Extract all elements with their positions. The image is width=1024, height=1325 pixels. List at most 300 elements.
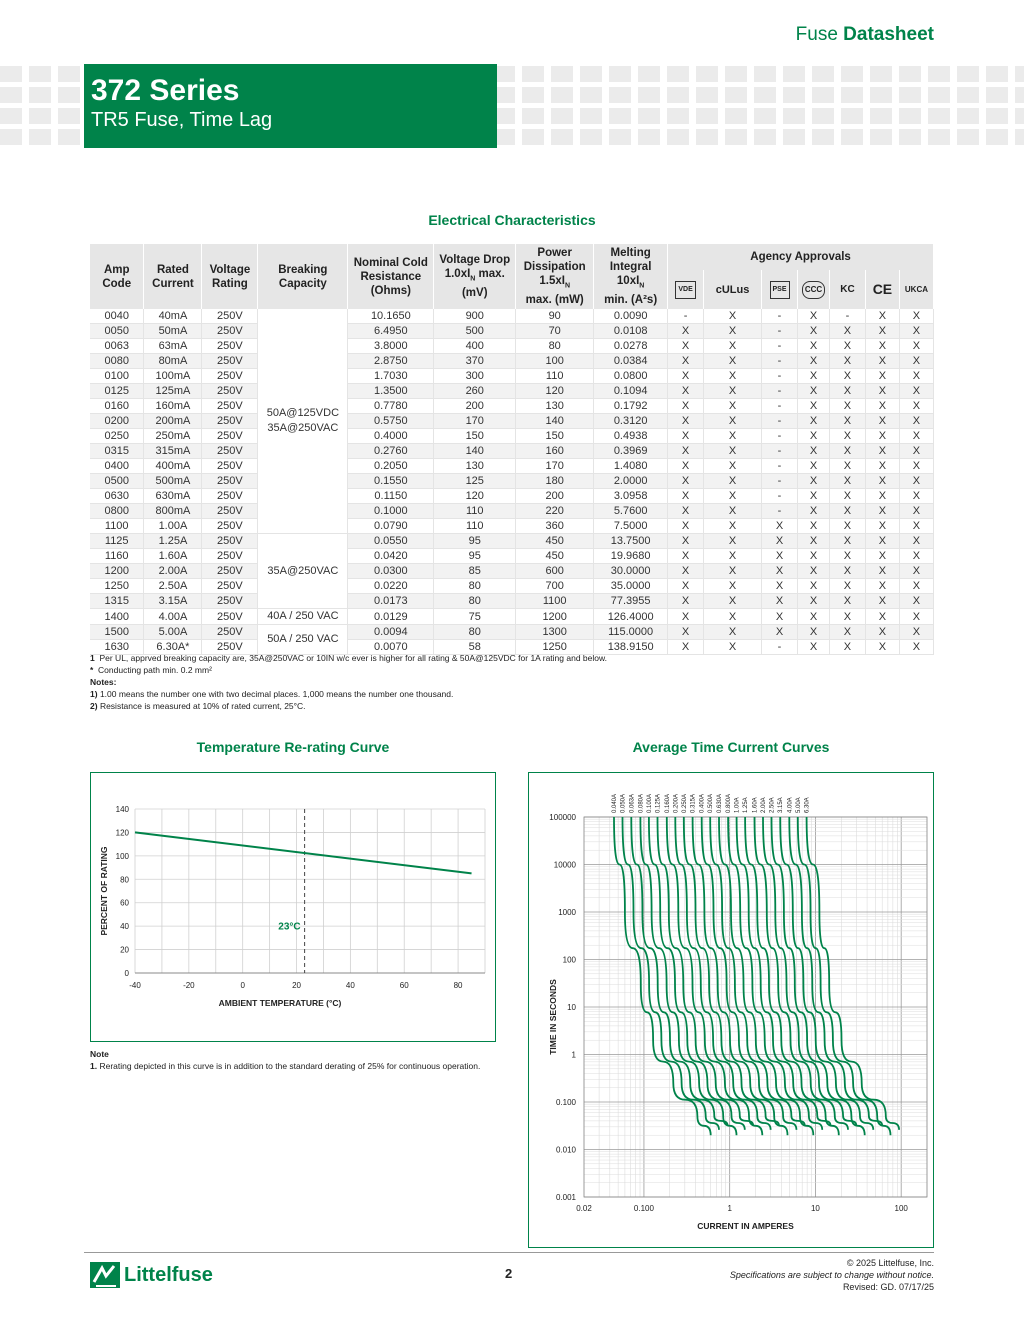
y-tick-label: 100 <box>562 955 576 965</box>
pse-cell: - <box>762 489 798 504</box>
ccc-cell: X <box>798 640 830 655</box>
series-label: 0.040A <box>612 793 618 813</box>
y-tick-label: 10 <box>567 1003 576 1012</box>
rated-current-cell: 3.15A <box>144 594 202 609</box>
amp-code-cell: 0080 <box>90 354 144 369</box>
banner-square <box>638 108 660 124</box>
banner-square <box>899 129 921 145</box>
table-row <box>90 339 934 354</box>
voltage-rating-cell: 250V <box>202 594 258 609</box>
banner-square <box>609 129 631 145</box>
amp-code-cell: 0400 <box>90 459 144 474</box>
breaking-capacity-cell <box>258 609 348 625</box>
banner-square <box>696 66 718 82</box>
voltage-drop-cell: 110 <box>434 519 516 534</box>
voltage-rating-cell: 250V <box>202 459 258 474</box>
resistance-cell: 0.0094 <box>348 625 434 640</box>
banner-square <box>58 66 80 82</box>
voltage-rating-cell: 250V <box>202 444 258 459</box>
ul-cell: X <box>704 474 762 489</box>
ce-cell: X <box>865 429 899 444</box>
power-cell: 140 <box>516 414 594 429</box>
pse-cell: X <box>762 579 798 594</box>
banner-square <box>522 129 544 145</box>
col-voltage-rating: Voltage Rating <box>202 244 258 309</box>
series-title: 372 Series <box>91 74 240 107</box>
melting-cell: 2.0000 <box>594 474 668 489</box>
banner-square <box>783 108 805 124</box>
pse-cell: X <box>762 625 798 640</box>
footer-info <box>730 1257 934 1293</box>
rated-current-cell: 160mA <box>144 399 202 414</box>
voltage-rating-cell: 250V <box>202 625 258 640</box>
banner-square <box>609 87 631 103</box>
banner-square <box>29 66 51 82</box>
amp-code-cell: 1315 <box>90 594 144 609</box>
ukca-cell: X <box>899 474 933 489</box>
temp-chart-note: Note 1. Rerating depicted in this curve is in addition to the standard derating of 25% for continuous operation. <box>90 1049 481 1071</box>
melting-cell: 3.0958 <box>594 489 668 504</box>
voltage-drop-cell: 125 <box>434 474 516 489</box>
series-label: 0.100A <box>646 793 653 813</box>
voltage-drop-cell: 80 <box>434 625 516 640</box>
ce-cell: X <box>865 489 899 504</box>
x-tick-label: -20 <box>183 981 195 990</box>
banner-square <box>841 129 863 145</box>
series-label: 2.50A <box>769 797 776 813</box>
ce-cell: X <box>865 354 899 369</box>
ul-cell: X <box>704 414 762 429</box>
table-row <box>90 609 934 625</box>
power-cell: 1100 <box>516 594 594 609</box>
ukca-cell: X <box>899 504 933 519</box>
ukca-cell: X <box>899 549 933 564</box>
ccc-cell: X <box>798 625 830 640</box>
x-tick-label: 1 <box>727 1204 732 1213</box>
melting-cell: 0.0800 <box>594 369 668 384</box>
footnote-star: Conducting path min. 0.2 mm² <box>98 665 212 675</box>
series-label: 0.315A <box>690 793 697 813</box>
kc-cell: X <box>829 489 865 504</box>
ccc-icon: CCC <box>798 270 830 309</box>
voltage-drop-cell: 95 <box>434 549 516 564</box>
banner-square <box>1015 87 1024 103</box>
banner-square <box>580 87 602 103</box>
ccc-cell: X <box>798 534 830 549</box>
y-tick-label: 100000 <box>549 813 576 822</box>
ul-cell: X <box>704 444 762 459</box>
ccc-cell: X <box>798 369 830 384</box>
voltage-rating-cell: 250V <box>202 489 258 504</box>
pse-cell: - <box>762 474 798 489</box>
pse-cell: X <box>762 564 798 579</box>
voltage-rating-cell: 250V <box>202 399 258 414</box>
pse-cell: - <box>762 444 798 459</box>
series-label: 0.630A <box>717 793 723 813</box>
ccc-cell: X <box>798 339 830 354</box>
voltage-rating-cell: 250V <box>202 339 258 354</box>
rated-current-cell: 40mA <box>144 309 202 324</box>
power-cell: 170 <box>516 459 594 474</box>
banner-square <box>754 66 776 82</box>
breaking-capacity-line: 35A@250VAC <box>267 422 339 435</box>
banner-square <box>754 108 776 124</box>
table-row <box>90 324 934 339</box>
ccc-cell: X <box>798 594 830 609</box>
power-cell: 90 <box>516 309 594 324</box>
ul-cell: X <box>704 579 762 594</box>
kc-cell: X <box>829 324 865 339</box>
voltage-drop-cell: 170 <box>434 414 516 429</box>
rated-current-cell: 500mA <box>144 474 202 489</box>
x-tick-label: 80 <box>453 981 463 990</box>
melting-cell: 126.4000 <box>594 609 668 625</box>
ce-cell: X <box>865 640 899 655</box>
revision: Revised: GD. 07/17/25 <box>842 1282 934 1292</box>
amp-code-cell: 0315 <box>90 444 144 459</box>
temp-chart <box>90 772 496 1042</box>
kc-cell: X <box>829 354 865 369</box>
voltage-drop-cell: 75 <box>434 609 516 625</box>
pse-cell: X <box>762 609 798 625</box>
voltage-rating-cell: 250V <box>202 414 258 429</box>
banner-square <box>551 108 573 124</box>
kc-icon: KC <box>829 270 865 309</box>
ul-cell: X <box>704 384 762 399</box>
resistance-cell: 0.0070 <box>348 640 434 655</box>
vde-cell: - <box>668 309 704 324</box>
voltage-drop-cell: 95 <box>434 534 516 549</box>
ce-cell: X <box>865 384 899 399</box>
series-label: 1.25A <box>743 797 750 813</box>
amp-code-cell: 1125 <box>90 534 144 549</box>
x-tick-label: 40 <box>345 981 355 990</box>
pse-cell: - <box>762 414 798 429</box>
table-row <box>90 474 934 489</box>
series-label: 0.800A <box>726 793 733 813</box>
vde-cell: X <box>668 354 704 369</box>
power-cell: 150 <box>516 429 594 444</box>
y-tick-label: 1000 <box>558 908 576 917</box>
table-row <box>90 625 934 640</box>
kc-cell: X <box>829 579 865 594</box>
banner-square <box>725 66 747 82</box>
series-label: 0.400A <box>699 793 706 813</box>
banner-square <box>986 87 1008 103</box>
rated-current-cell: 400mA <box>144 459 202 474</box>
ul-cell: X <box>704 534 762 549</box>
document-type <box>796 24 934 46</box>
series-label: 0.050A <box>620 793 627 813</box>
resistance-cell: 0.1000 <box>348 504 434 519</box>
ul-cell: X <box>704 594 762 609</box>
breaking-capacity-line: 40A / 250 VAC <box>267 610 339 623</box>
amp-code-cell: 0160 <box>90 399 144 414</box>
y-tick-label: 100 <box>115 851 129 861</box>
y-tick-label: 0 <box>124 969 129 978</box>
breaking-capacity-cell <box>258 309 348 534</box>
rated-current-cell: 2.50A <box>144 579 202 594</box>
power-cell: 1200 <box>516 609 594 625</box>
ukca-cell: X <box>899 324 933 339</box>
resistance-cell: 0.0173 <box>348 594 434 609</box>
ccc-cell: X <box>798 444 830 459</box>
tcc-chart-title: Average Time Current Curves <box>632 739 830 755</box>
banner-square <box>667 87 689 103</box>
vde-cell: X <box>668 474 704 489</box>
ce-cell: X <box>865 564 899 579</box>
resistance-cell: 0.5750 <box>348 414 434 429</box>
y-tick-label: 0.100 <box>555 1098 576 1107</box>
col-amp-code: Amp Code <box>90 244 144 309</box>
ul-icon: cULus <box>704 270 762 309</box>
rated-current-cell: 1.25A <box>144 534 202 549</box>
rated-current-cell: 800mA <box>144 504 202 519</box>
melting-cell: 138.9150 <box>594 640 668 655</box>
ukca-cell: X <box>899 534 933 549</box>
x-tick-label: 20 <box>292 981 301 990</box>
voltage-drop-cell: 900 <box>434 309 516 324</box>
melting-cell: 13.7500 <box>594 534 668 549</box>
kc-cell: X <box>829 444 865 459</box>
rated-current-cell: 125mA <box>144 384 202 399</box>
ukca-cell: X <box>899 519 933 534</box>
banner-square <box>0 66 22 82</box>
ccc-cell: X <box>798 549 830 564</box>
amp-code-cell: 1250 <box>90 579 144 594</box>
banner-square <box>841 108 863 124</box>
kc-cell: - <box>829 309 865 324</box>
resistance-cell: 0.0550 <box>348 534 434 549</box>
ce-cell: X <box>865 309 899 324</box>
kc-cell: X <box>829 564 865 579</box>
pse-cell: - <box>762 354 798 369</box>
y-tick-label: 20 <box>120 945 129 955</box>
littelfuse-logo-icon <box>90 1262 120 1288</box>
melting-cell: 0.0278 <box>594 339 668 354</box>
banner-square <box>1015 108 1024 124</box>
breaking-capacity-line: 50A / 250 VAC <box>267 633 339 646</box>
ukca-cell: X <box>899 489 933 504</box>
voltage-rating-cell: 250V <box>202 309 258 324</box>
pse-cell: - <box>762 429 798 444</box>
series-label: 2.00A <box>761 797 767 813</box>
table-row <box>90 384 934 399</box>
y-tick-label: 0.010 <box>555 1145 576 1155</box>
banner-square <box>638 87 660 103</box>
x-tick-label: 0.100 <box>633 1204 654 1213</box>
ccc-cell: X <box>798 609 830 625</box>
y-tick-label: 0.001 <box>555 1193 576 1202</box>
voltage-drop-cell: 260 <box>434 384 516 399</box>
voltage-drop-cell: 80 <box>434 594 516 609</box>
ukca-cell: X <box>899 640 933 655</box>
rated-current-cell: 4.00A <box>144 609 202 625</box>
ce-icon: CE <box>865 270 899 309</box>
ccc-cell: X <box>798 504 830 519</box>
banner-square <box>812 129 834 145</box>
resistance-cell: 1.3500 <box>348 384 434 399</box>
ukca-cell: X <box>899 564 933 579</box>
rated-current-cell: 315mA <box>144 444 202 459</box>
power-cell: 120 <box>516 384 594 399</box>
table-row <box>90 459 934 474</box>
ce-cell: X <box>865 399 899 414</box>
vde-cell: X <box>668 519 704 534</box>
voltage-rating-cell: 250V <box>202 609 258 625</box>
rated-current-cell: 2.00A <box>144 564 202 579</box>
col-breaking-capacity: Breaking Capacity <box>258 244 348 309</box>
voltage-drop-cell: 140 <box>434 444 516 459</box>
amp-code-cell: 0063 <box>90 339 144 354</box>
table-row <box>90 564 934 579</box>
banner-square <box>899 66 921 82</box>
pse-cell: - <box>762 399 798 414</box>
x-tick-label: 60 <box>399 981 409 990</box>
melting-cell: 0.4938 <box>594 429 668 444</box>
vde-cell: X <box>668 625 704 640</box>
ce-cell: X <box>865 504 899 519</box>
resistance-cell: 0.0420 <box>348 549 434 564</box>
ce-cell: X <box>865 625 899 640</box>
ccc-cell: X <box>798 579 830 594</box>
ukca-cell: X <box>899 444 933 459</box>
banner-square <box>957 129 979 145</box>
banner-square <box>957 87 979 103</box>
ce-cell: X <box>865 369 899 384</box>
table-row <box>90 444 934 459</box>
voltage-rating-cell: 250V <box>202 519 258 534</box>
col-agency-approvals: Agency Approvals <box>668 244 934 270</box>
electrical-table <box>90 244 934 655</box>
voltage-drop-cell: 80 <box>434 579 516 594</box>
ccc-cell: X <box>798 384 830 399</box>
voltage-drop-cell: 150 <box>434 429 516 444</box>
series-label: 0.080A <box>638 793 645 813</box>
vde-cell: X <box>668 399 704 414</box>
table-footnotes: 1 Per UL, apprved breaking capacity are, 35A@250VAC or 10IN w/c ever is higher for all rating & 50A@125VDC for 1A rating and below. * Conducting path min. 0.2 mm² Notes: 1) 1.00 means the number one with two decimal places. 1,000 means the number one thousand. 2) Resistance is measured at 10% of rated current, 25°C. <box>90 653 608 711</box>
breaking-capacity-cell <box>258 534 348 609</box>
vde-cell: X <box>668 609 704 625</box>
banner-square <box>928 87 950 103</box>
kc-cell: X <box>829 534 865 549</box>
ul-cell: X <box>704 625 762 640</box>
banner-square <box>58 108 80 124</box>
x-tick-label: 10 <box>810 1204 820 1213</box>
melting-cell: 0.0384 <box>594 354 668 369</box>
ce-cell: X <box>865 579 899 594</box>
temp-note-text: Rerating depicted in this curve is in addition to the standard derating of 25% for continuous operation. <box>99 1061 481 1071</box>
banner-square <box>841 87 863 103</box>
ul-cell: X <box>704 429 762 444</box>
vde-cell: X <box>668 324 704 339</box>
amp-code-cell: 0250 <box>90 429 144 444</box>
ukca-cell: X <box>899 339 933 354</box>
ce-cell: X <box>865 339 899 354</box>
power-cell: 450 <box>516 534 594 549</box>
melting-cell: 7.5000 <box>594 519 668 534</box>
resistance-cell: 0.4000 <box>348 429 434 444</box>
rated-current-cell: 1.60A <box>144 549 202 564</box>
kc-cell: X <box>829 640 865 655</box>
vde-icon: VDE <box>668 270 704 309</box>
kc-cell: X <box>829 504 865 519</box>
vde-cell: X <box>668 549 704 564</box>
table-row <box>90 429 934 444</box>
banner-square <box>0 108 22 124</box>
electrical-title: Electrical Characteristics <box>428 212 596 228</box>
breaking-capacity-line: 50A@125VDC <box>266 407 340 420</box>
series-label: 5.00A <box>795 797 802 813</box>
power-cell: 100 <box>516 354 594 369</box>
ul-cell: X <box>704 339 762 354</box>
banner-square <box>667 66 689 82</box>
table-row <box>90 489 934 504</box>
col-rated-current: Rated Current <box>144 244 202 309</box>
temp-chart-title: Temperature Re-rating Curve <box>196 739 390 755</box>
kc-cell: X <box>829 519 865 534</box>
ce-cell: X <box>865 459 899 474</box>
banner-square <box>870 87 892 103</box>
temp-note-label: Note <box>90 1049 109 1059</box>
banner-square <box>783 87 805 103</box>
ce-cell: X <box>865 414 899 429</box>
table-row <box>90 369 934 384</box>
voltage-drop-cell: 500 <box>434 324 516 339</box>
ul-cell: X <box>704 549 762 564</box>
power-cell: 200 <box>516 489 594 504</box>
voltage-rating-cell: 250V <box>202 504 258 519</box>
pse-cell: X <box>762 519 798 534</box>
vde-cell: X <box>668 339 704 354</box>
voltage-rating-cell: 250V <box>202 429 258 444</box>
series-label: 0.200A <box>673 793 680 813</box>
banner-square <box>841 66 863 82</box>
table-row <box>90 414 934 429</box>
banner-square <box>899 87 921 103</box>
table-row <box>90 579 934 594</box>
title-banner <box>84 64 497 148</box>
melting-cell: 0.0090 <box>594 309 668 324</box>
pse-cell: X <box>762 534 798 549</box>
voltage-rating-cell: 250V <box>202 549 258 564</box>
series-label: 1.00A <box>734 797 741 813</box>
y-tick-label: 80 <box>120 875 129 885</box>
y-tick-label: 120 <box>115 828 129 838</box>
voltage-rating-cell: 250V <box>202 354 258 369</box>
melting-cell: 30.0000 <box>594 564 668 579</box>
banner-square <box>29 108 51 124</box>
ul-cell: X <box>704 324 762 339</box>
banner-square <box>0 87 22 103</box>
amp-code-cell: 0050 <box>90 324 144 339</box>
banner-square <box>986 108 1008 124</box>
resistance-cell: 10.1650 <box>348 309 434 324</box>
pse-cell: - <box>762 504 798 519</box>
resistance-cell: 0.2050 <box>348 459 434 474</box>
rated-current-cell: 200mA <box>144 414 202 429</box>
banner-square <box>928 108 950 124</box>
table-row <box>90 354 934 369</box>
series-label: 0.160A <box>664 793 671 813</box>
power-cell: 360 <box>516 519 594 534</box>
banner-square <box>812 108 834 124</box>
amp-code-cell: 0125 <box>90 384 144 399</box>
banner-square <box>870 129 892 145</box>
series-subtitle: TR5 Fuse, Time Lag <box>91 109 273 131</box>
kc-cell: X <box>829 549 865 564</box>
ccc-cell: X <box>798 474 830 489</box>
